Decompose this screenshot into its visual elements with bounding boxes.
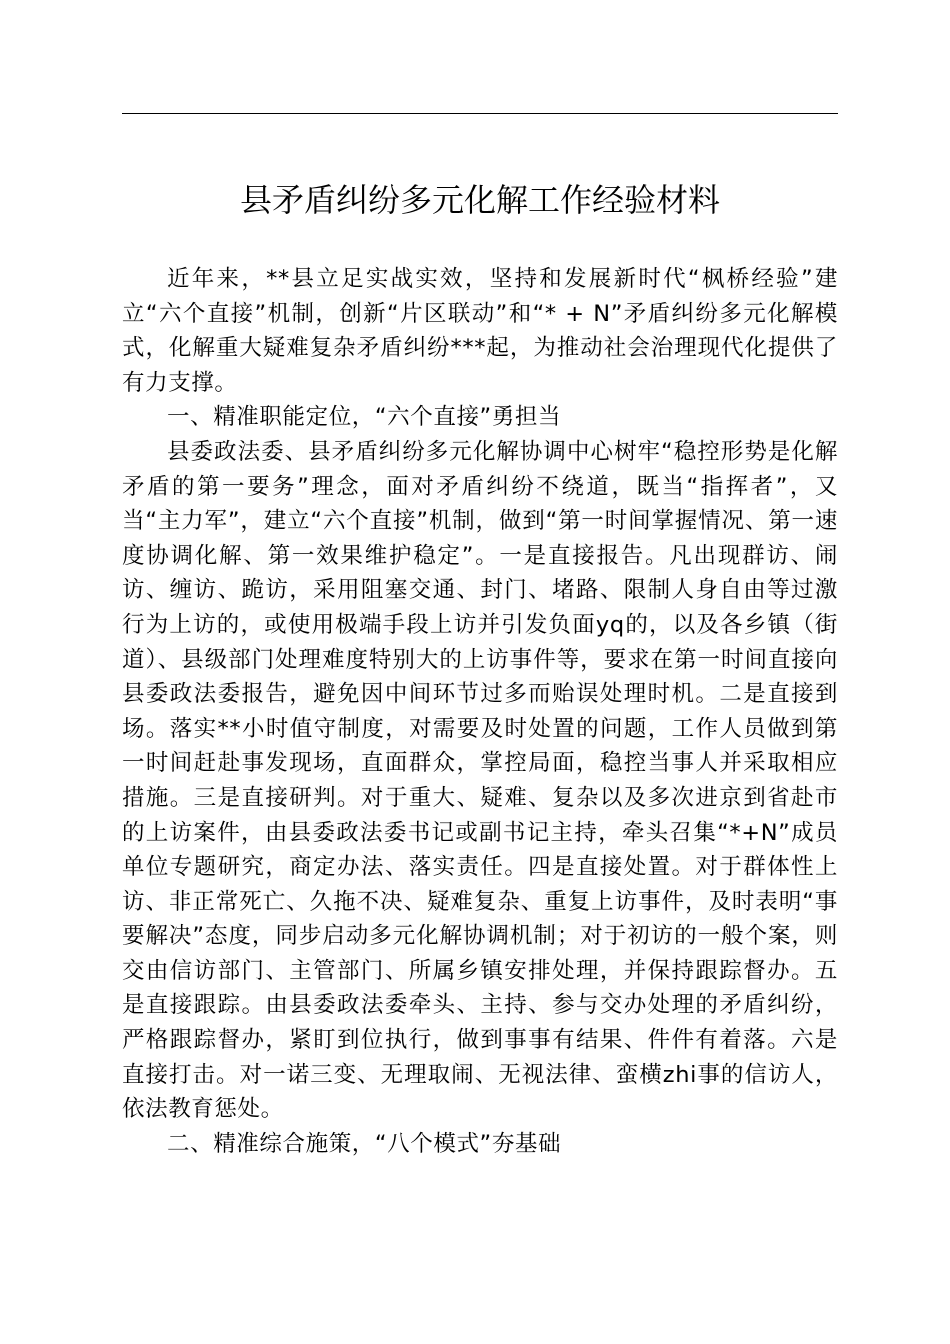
intro-paragraph: 近年来，**县立足实战实效，坚持和发展新时代“枫桥经验”建立“六个直接”机制，创新“片区联动”和“* + N”矛盾纠纷多元化解模式，化解重大疑难复杂矛盾纠纷***起，为推动社会治理现代化提供了有力支撑。 — [122, 266, 838, 396]
section-heading-2: 二、精准综合施策，“八个模式”夯基础 — [167, 1130, 562, 1157]
section-heading-1: 一、精准职能定位，“六个直接”勇担当 — [167, 404, 562, 431]
document-title: 县矛盾纠纷多元化解工作经验材料 — [239, 181, 720, 219]
header-rule — [122, 113, 838, 114]
section-1-paragraph: 县委政法委、县矛盾纠纷多元化解协调中心树牢“稳控形势是化解矛盾的第一要务”理念，面对矛盾纠纷不绕道，既当“指挥者”，又当“主力军”，建立“六个直接”机制，做到“第一时间掌握情况、第一速度协调化解、第一效果维护稳定”。一是直接报告。凡出现群访、闹访、缠访、跪访，采用阻塞交通、封门、堵路、限制人身自由等过激行为上访的，或使用极端手段上访并引发负面yq的，以及各乡镇（街道）、县级部门处理难度特别大的上访事件等，要求在第一时间直接向县委政法委报告，避免因中间环节过多而贻误处理时机。二是直接到场。落实**小时值守制度，对需要及时处置的问题，工作人员做到第一时间赶赴事发现场，直面群众，掌控局面，稳控当事人并采取相应措施。三是直接研判。对于重大、疑难、复杂以及多次进京到省赴市的上访案件，由县委政法委书记或副书记主持，牵头召集“*+N”成员单位专题研究，商定办法、落实责任。四是直接处置。对于群体性上访、非正常死亡、久拖不决、疑难复杂、重复上访事件，及时表明“事要解决”态度，同步启动多元化解协调机制；对于初访的一般个案，则交由信访部门、主管部门、所属乡镇安排处理，并保持跟踪督办。五是直接跟踪。由县委政法委牵头、主持、参与交办处理的矛盾纠纷，严格跟踪督办，紧盯到位执行，做到事事有结果、件件有着落。六是直接打击。对一诺三变、无理取闹、无视法律、蛮横zhi事的信访人，依法教育惩处。 — [122, 438, 838, 1123]
document-body — [122, 262, 838, 1161]
